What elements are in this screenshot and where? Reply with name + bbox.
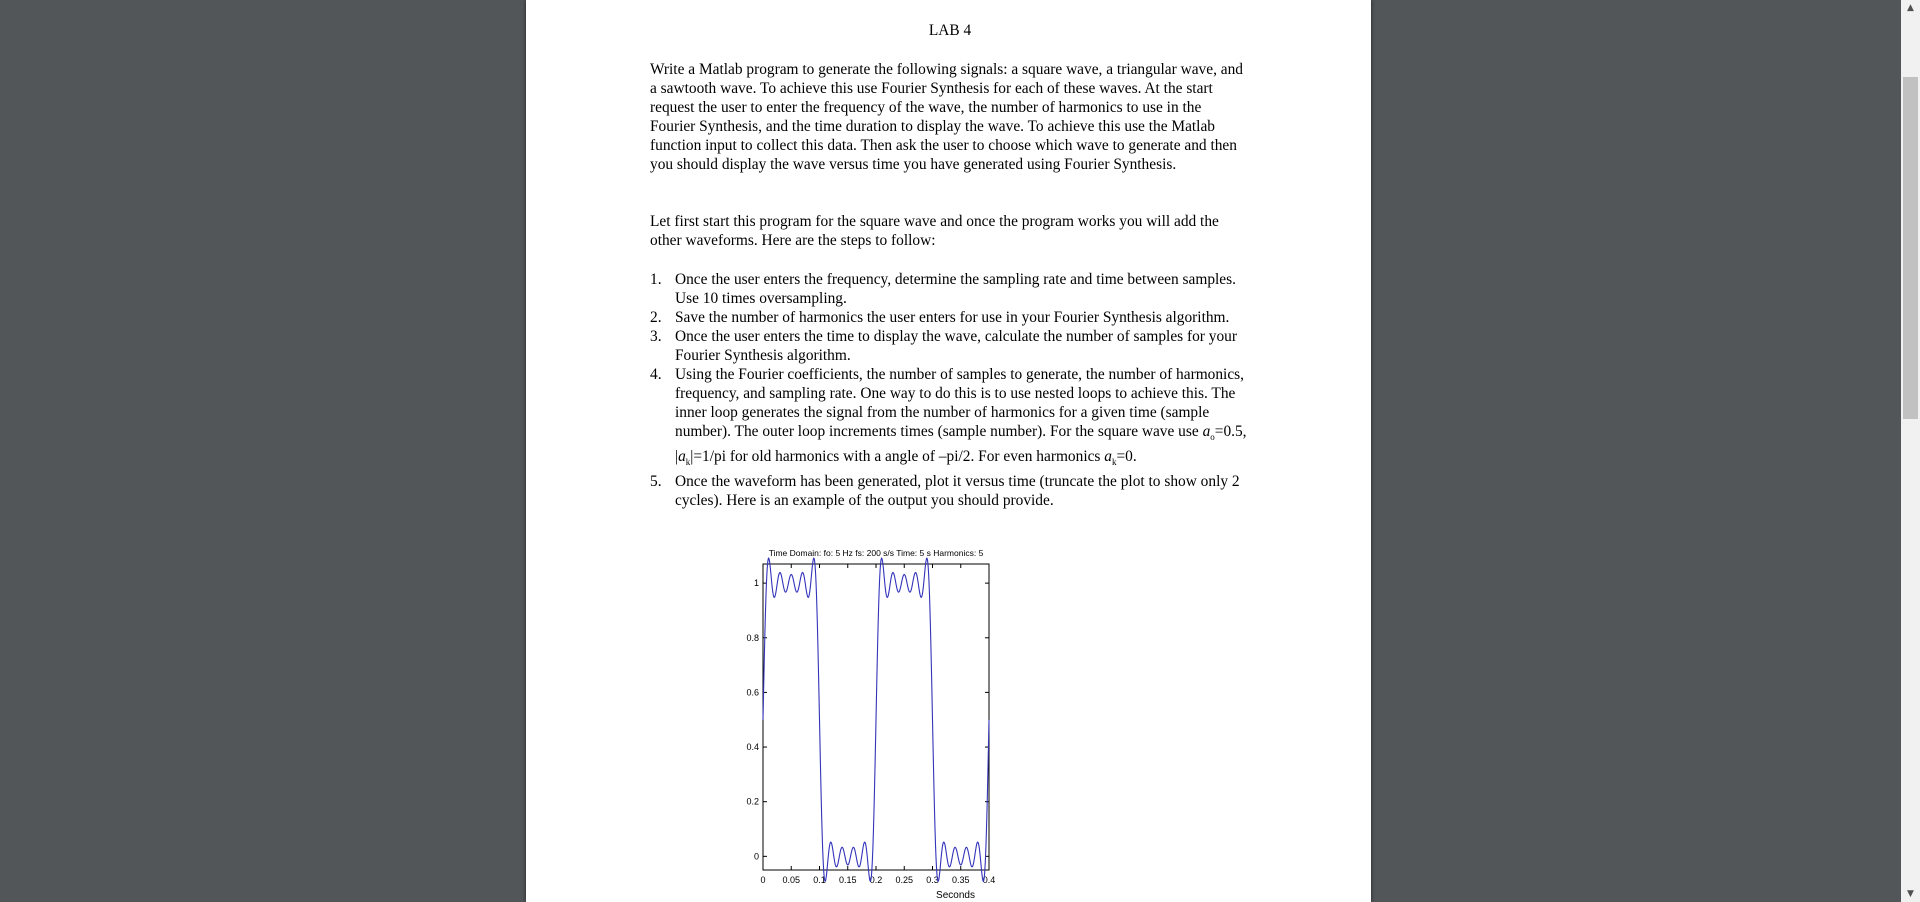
y-tick-label: 0.6 [746, 687, 759, 698]
step-number: 3. [650, 328, 662, 345]
steps-list [650, 270, 1250, 510]
y-tick-label: 0.4 [746, 742, 759, 753]
step-number: 4. [650, 366, 662, 383]
x-axis-label: Seconds [936, 890, 975, 901]
x-tick-label: 0.2 [869, 875, 883, 885]
chart-title: Time Domain: fo: 5 Hz fs: 200 s/s Time: 5 s Harmonics: 5 [768, 548, 984, 558]
step-text-part: Using the Fourier coefficients, the number of samples to generate, the number of harmonics, frequency, and sampling rate. One way to do this is to use nested loops to achieve this. The inner loop generates the signal from the number of harmonics for a given time (sample number). The outer loop increments times (sample number). For the square wave use [675, 366, 1245, 440]
step-text [675, 366, 1247, 468]
y-tick-label: 0.8 [746, 632, 759, 643]
coef-a0: a [1202, 423, 1211, 440]
scrollbar-thumb[interactable] [1903, 77, 1918, 419]
coef-a0-subscript: o [1210, 432, 1215, 443]
x-tick-label: 0.35 [951, 875, 970, 885]
coef-ak-subscript: k [1111, 457, 1117, 468]
x-tick-label: 0.4 [982, 875, 996, 885]
x-tick-label: 0.3 [926, 875, 939, 885]
coef-ak: a [678, 448, 686, 466]
intro-paragraph: Write a Matlab program to generate the following signals: a square wave, a triangular wave, and a sawtooth wave. To achieve this use Fourier Synthesis for each of these waves. At the start request the user to enter the frequency of the wave, the number of harmonics to use in the Fourier Synthesis, and the time duration to display the wave. To achieve this use the Matlab function input to collect this data. Then ask the user to choose which wave to generate and then you should display the wave versus time you have generated using Fourier Synthesis. [650, 61, 1243, 173]
y-tick-label: 0.2 [746, 796, 759, 807]
step-item [650, 270, 1250, 308]
step-number: 2. [650, 309, 662, 326]
step-text-part: |=1/pi for old harmonics with a angle of –pi/2. For even harmonics [690, 448, 1105, 466]
step-text: Once the waveform has been generated, plot it versus time (truncate the plot to show only 2 cycles). Here is an example of the output you should provide. [675, 473, 1240, 510]
step-number: 5. [650, 473, 662, 491]
step-text: Once the user enters the frequency, determine the sampling rate and time between samples. Use 10 times oversampling. [675, 271, 1236, 307]
step-number: 1. [650, 271, 662, 288]
x-tick-label: 0.25 [895, 875, 914, 885]
y-tick-label: 1 [753, 578, 759, 589]
step-text-part: =0. [1116, 448, 1137, 466]
coef-ak: a [1104, 448, 1112, 466]
step-text: Once the user enters the time to display the wave, calculate the number of samples for your Fourier Synthesis algorithm. [675, 328, 1237, 364]
y-tick-label: 0 [753, 851, 759, 862]
waveform-figure [724, 545, 994, 902]
x-tick-label: 0 [760, 875, 766, 885]
step-item [650, 327, 1250, 365]
page-title: LAB 4 [928, 22, 972, 39]
scroll-up-arrow-icon[interactable]: ▲ [1907, 3, 1914, 13]
step-item [650, 365, 1250, 472]
vertical-scrollbar[interactable] [1901, 0, 1920, 902]
x-tick-label: 0.15 [838, 875, 857, 885]
step-text-part: =0.5, | [675, 423, 1247, 466]
x-tick-label: 0.05 [782, 875, 801, 885]
scroll-down-arrow-icon[interactable]: ▼ [1907, 889, 1914, 899]
step-item [650, 472, 1250, 510]
x-tick-label: 0.1 [813, 875, 826, 885]
step-item [650, 308, 1250, 327]
step-text: Save the number of harmonics the user enters for use in your Fourier Synthesis algorithm. [675, 309, 1230, 326]
coef-ak-subscript: k [685, 457, 691, 468]
steps-intro-paragraph: Let first start this program for the square wave and once the program works you will add the other waveforms. Here are the steps to follow: [650, 213, 1219, 249]
